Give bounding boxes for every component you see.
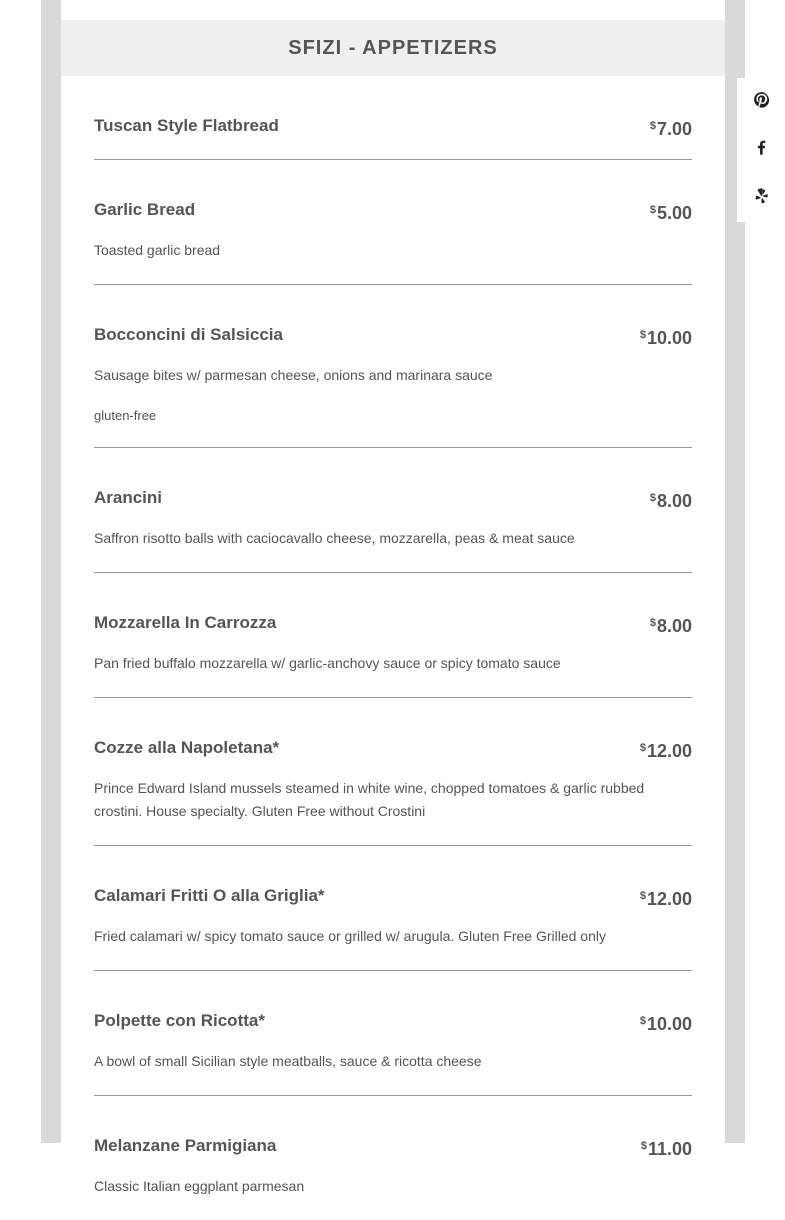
yelp-icon [753, 187, 770, 209]
section-title: SFIZI - APPETIZERS [288, 36, 498, 59]
price-value: 7.00 [656, 119, 692, 139]
price-value: 10.00 [646, 328, 692, 348]
currency-symbol: $ [649, 617, 656, 629]
menu-item [94, 285, 692, 448]
price-value: 8.00 [656, 491, 692, 511]
menu-item [94, 698, 692, 846]
currency-symbol: $ [649, 120, 656, 132]
item-name: Mozzarella In Carrozza [94, 613, 277, 632]
item-name: Bocconcini di Salsiccia [94, 325, 283, 344]
item-description: Fried calamari w/ spicy tomato sauce or grilled w/ arugula. Gluten Free Grilled only [94, 928, 606, 944]
menu-card [61, 0, 725, 1194]
facebook-icon [753, 139, 770, 161]
item-price [640, 324, 692, 349]
item-description: A bowl of small Sicilian style meatballs, sauce & ricotta cheese [94, 1053, 482, 1069]
price-value: 8.00 [656, 616, 692, 636]
item-description: Sausage bites w/ parmesan cheese, onions and marinara sauce [94, 367, 493, 383]
menu-item-list [94, 76, 692, 1220]
dietary-tag: gluten-free [94, 408, 157, 423]
menu-item [94, 573, 692, 698]
menu-item [94, 846, 692, 971]
item-price [650, 487, 692, 512]
item-price [650, 199, 692, 224]
item-description: Prince Edward Island mussels steamed in white wine, chopped tomatoes & garlic rubbed crostini. House specialty. Gluten Free without Crostini [94, 780, 645, 819]
currency-symbol: $ [649, 204, 656, 216]
item-price [650, 115, 692, 140]
social-share-bar [737, 78, 785, 222]
item-price [641, 1135, 692, 1160]
menu-item [94, 160, 692, 285]
item-name: Polpette con Ricotta* [94, 1011, 265, 1030]
price-value: 12.00 [646, 741, 692, 761]
item-price [640, 1010, 692, 1035]
price-value: 12.00 [646, 889, 692, 909]
item-name: Arancini [94, 488, 163, 507]
currency-symbol: $ [639, 329, 646, 341]
menu-item [94, 971, 692, 1096]
menu-item [94, 448, 692, 573]
currency-symbol: $ [639, 742, 646, 754]
currency-symbol: $ [649, 492, 656, 504]
pinterest-button[interactable] [737, 78, 785, 126]
section-header [61, 20, 725, 76]
menu-item [94, 1096, 692, 1220]
price-value: 5.00 [656, 203, 692, 223]
price-value: 11.00 [647, 1139, 692, 1159]
currency-symbol: $ [639, 890, 646, 902]
item-name: Cozze alla Napoletana* [94, 738, 280, 757]
yelp-button[interactable] [737, 174, 785, 222]
item-name: Tuscan Style Flatbread [94, 116, 279, 135]
item-description: Saffron risotto balls with caciocavallo cheese, mozzarella, peas & meat sauce [94, 530, 575, 546]
item-price [650, 612, 692, 637]
item-description: Toasted garlic bread [94, 242, 221, 258]
currency-symbol: $ [640, 1140, 647, 1152]
item-description: Pan fried buffalo mozzarella w/ garlic-anchovy sauce or spicy tomato sauce [94, 655, 561, 671]
menu-item [94, 76, 692, 160]
item-price [640, 885, 692, 910]
item-name: Calamari Fritti O alla Griglia* [94, 886, 325, 905]
item-price [640, 737, 692, 762]
item-description: Classic Italian eggplant parmesan [94, 1178, 305, 1194]
facebook-button[interactable] [737, 126, 785, 174]
currency-symbol: $ [639, 1015, 646, 1027]
price-value: 10.00 [646, 1014, 692, 1034]
pinterest-icon [753, 91, 770, 113]
item-name: Melanzane Parmigiana [94, 1136, 277, 1155]
item-name: Garlic Bread [94, 200, 196, 219]
